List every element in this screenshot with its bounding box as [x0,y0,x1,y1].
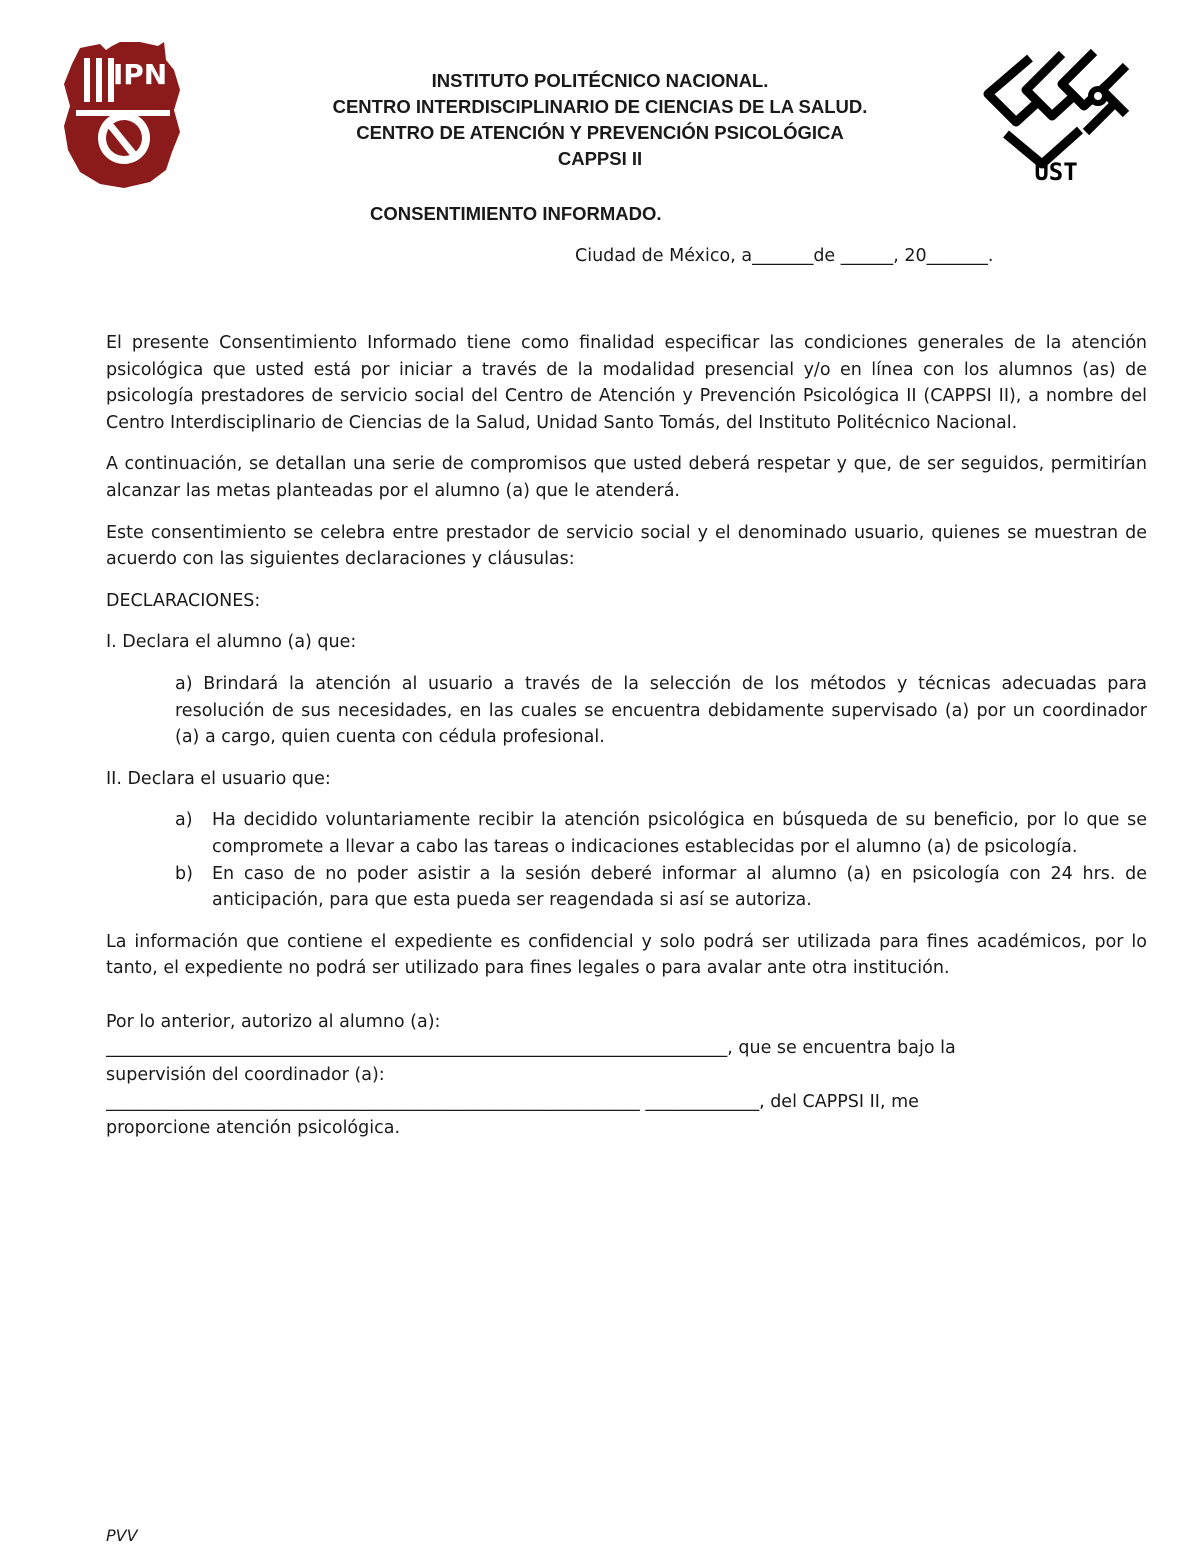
list-item [175,861,1147,914]
authorization-line-1: Por lo anterior, autorizo al alumno (a): [106,1011,441,1032]
ipn-logo-text: IPN [112,58,168,91]
authorization-line-5: proporcione atención psicológica. [106,1118,401,1139]
ipn-logo [62,40,184,190]
list-text: En caso de no poder asistir a la sesión deberé informar al alumno (a) en psicología con 24 hrs. de anticipación, para que esta pueda ser reagendada si así se autoriza. [212,863,1147,911]
declarations-heading: DECLARACIONES: [106,590,261,611]
student-name-blank: _______________________________________________________________________, que se encuentra bajo la [106,1038,956,1059]
intro-paragraph: El presente Consentimiento Informado tiene como finalidad especificar las condiciones generales de la atención psicológica que usted está por iniciar a través de la modalidad presencial y/o en línea con los alumnos (as) de psicología prestadores de servicio social del Centro de Atención y Prevención Psicológica II (CAPPSI II), a nombre del Centro Interdisciplinario de Ciencias de la Salud, Unidad Santo Tomás, del Instituto Politécnico Nacional. [106,333,1147,433]
date-line: Ciudad de México, a_______de ______, 20_______. [575,246,994,266]
document-body [106,330,1147,1142]
header-line-2: CENTRO INTERDISCIPLINARIO DE CIENCIAS DE LA SALUD. [332,96,868,117]
user-declaration-list [106,807,1147,913]
coordinator-name-blank: _____________________________________________________________ _____________, del CAPPSI II, me [106,1091,919,1112]
header-line-1: INSTITUTO POLITÉCNICO NACIONAL. [431,70,769,91]
confidentiality-paragraph: La información que contiene el expediente es confidencial y solo podrá ser utilizada para fines académicos, por lo tanto, el expediente no podrá ser utilizado para fines legales o para avalar ante otra institución. [106,931,1147,979]
student-declaration-heading: I. Declara el alumno (a) que: [106,632,357,653]
ust-logo-text: UST [1034,158,1078,186]
institution-header [250,68,950,172]
list-item [175,807,1147,860]
authorization-line-3: supervisión del coordinador (a): [106,1065,385,1086]
document-title: CONSENTIMIENTO INFORMADO. [370,203,662,224]
user-declaration-heading: II. Declara el usuario que: [106,768,331,789]
list-marker: a) [175,810,193,831]
footer-initials: PVV [106,1526,138,1545]
header-line-4: CAPPSI II [557,148,643,169]
list-marker: b) [175,863,193,884]
header-line-3: CENTRO DE ATENCIÓN Y PREVENCIÓN PSICOLÓGICA [356,122,844,143]
consent-paragraph: Este consentimiento se celebra entre prestador de servicio social y el denominado usuario, quienes se muestran de acuerdo con las siguientes declaraciones y cláusulas: [106,522,1147,570]
student-declaration-a: a) Brindará la atención al usuario a través de la selección de los métodos y técnicas adecuadas para resolución de sus necesidades, en las cuales se encuentra debidamente supervisado (a) por un coordinador (a) a cargo, quien cuenta con cédula profesional. [175,673,1147,748]
cics-ust-logo [976,44,1138,186]
list-text: Ha decidido voluntariamente recibir la atención psicológica en búsqueda de su beneficio, por lo que se compromete a llevar a cabo las tareas o indicaciones establecidas por el alumno (a) de psicología. [212,810,1147,857]
commitments-paragraph: A continuación, se detallan una serie de compromisos que usted deberá respetar y que, de ser seguidos, permitirían alcanzar las metas planteadas por el alumno (a) que le atenderá. [106,454,1147,501]
